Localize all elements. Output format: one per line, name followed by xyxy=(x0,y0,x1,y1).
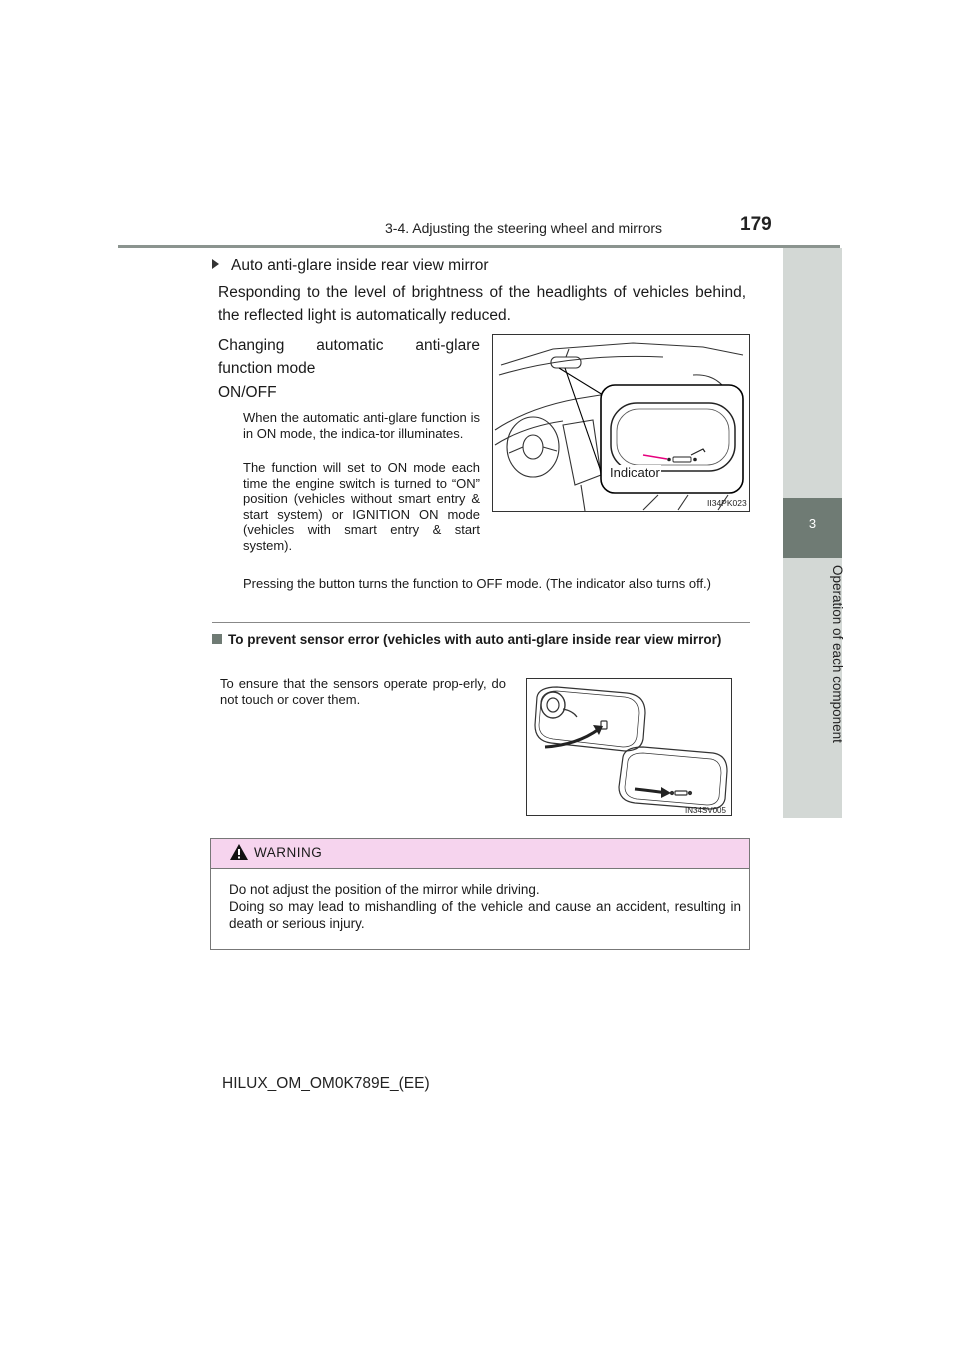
note-engine-switch: The function will set to ON mode each time the engine switch is turned to “ON” position (vehicles without smart entry & start system) or IGNITION ON mode (vehicles with smart entry & start system). xyxy=(243,460,480,553)
mirror-interior-figure xyxy=(492,334,750,512)
chapter-title: Operation of each component xyxy=(830,565,845,743)
page-number: 179 xyxy=(740,214,772,235)
triangle-bullet-icon xyxy=(212,259,219,269)
main-paragraph: Responding to the level of brightness of the headlights of vehicles behind, the reflected light is automatically reduced. xyxy=(218,284,746,324)
note-on-mode: When the automatic anti-glare function is in ON mode, the indica-tor illuminates. xyxy=(243,410,480,441)
section-divider xyxy=(212,622,750,623)
warning-header xyxy=(211,839,749,869)
square-bullet-icon xyxy=(212,634,222,644)
warning-triangle-icon xyxy=(229,843,249,861)
mirror-sensors-illustration xyxy=(527,679,731,815)
header-divider xyxy=(118,245,840,248)
section-title: 3-4. Adjusting the steering wheel and mirrors xyxy=(385,220,663,236)
bullet-heading-text: Auto anti-glare inside rear view mirror xyxy=(231,257,489,274)
warning-label: WARNING xyxy=(254,845,323,860)
sensor-section-heading-text: To prevent sensor error (vehicles with auto anti-glare inside rear view mirror) xyxy=(228,632,722,647)
changing-mode-heading: Changing automatic anti-glare function mode xyxy=(218,337,480,377)
warning-line-2: Doing so may lead to mishandling of the vehicle and cause an accident, resulting in death or serious injury. xyxy=(229,899,741,931)
onoff-label: ON/OFF xyxy=(218,384,277,401)
figure-code: IN34SV005 xyxy=(685,806,726,815)
indicator-callout-label: Indicator xyxy=(610,465,660,480)
warning-box xyxy=(210,838,750,950)
sensor-section-heading xyxy=(212,632,748,649)
car-interior-illustration xyxy=(493,335,749,511)
warning-line-1: Do not adjust the position of the mirror while driving. xyxy=(229,882,540,897)
sensor-paragraph: To ensure that the sensors operate prop-erly, do not touch or cover them. xyxy=(220,676,506,707)
figure-code: II34PK023 xyxy=(707,498,747,508)
chapter-tab xyxy=(783,498,842,558)
document-code: HILUX_OM_OM0K789E_(EE) xyxy=(222,1075,430,1092)
bullet-heading xyxy=(212,257,489,275)
side-tab-upper xyxy=(783,248,842,498)
warning-text xyxy=(229,881,741,932)
note-pressing-button: Pressing the button turns the function to OFF mode. (The indicator also turns off.) xyxy=(243,576,711,591)
chapter-number: 3 xyxy=(808,516,817,531)
mirror-sensor-figure xyxy=(526,678,732,816)
